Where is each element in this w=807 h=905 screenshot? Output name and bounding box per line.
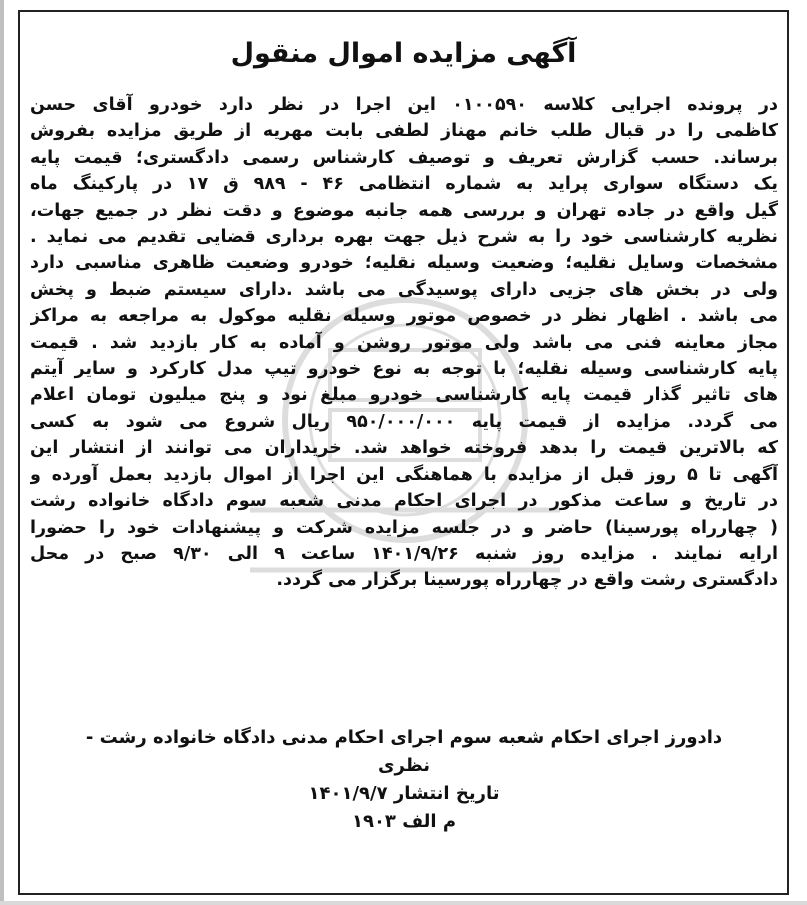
body-line: گیل واقع در جاده تهران و بررسی همه جانبه موضوع و دقت نظر در جمیع جهات، (30, 200, 778, 221)
body-line: می باشد . اظهار نظر در خصوص موتور وسیله نقلیه موکول به مراجعه به مراکز (30, 306, 778, 327)
body-line: یک دستگاه سواری پراید به شماره انتظامی ۴۶ - ۹۸۹ ق ۱۷ در پارکینگ ماه (30, 174, 778, 195)
body-line: مجاز معاینه فنی می باشد ولی موتور روشن و آماده به کار بازدید شد . قیمت (30, 332, 778, 353)
body-line: دادگستری رشت واقع در چهارراه پورسینا برگزار می گردد. (276, 570, 778, 591)
notice-footer (30, 724, 778, 836)
body-line: کاظمی را در قبال طلب خانم مهناز لطفی بابت مهریه از طریق مزایده بفروش (30, 121, 778, 142)
body-line: آگهی تا ۵ روز قبل از مزایده با هماهنگی این اجرا از اموال بازدید بعمل آورده و (30, 464, 778, 485)
body-line: برساند. حسب گزارش تعریف و توصیف کارشناس رسمی دادگستری؛ قیمت پایه (30, 147, 778, 168)
scan-left-edge (0, 0, 4, 905)
signature-name: نظری (378, 755, 430, 776)
body-line: ( چهارراه پورسینا) حاضر و در جلسه مزایده شرکت و پیشنهادات خود را حضورا (30, 517, 778, 538)
body-line: که بالاترین قیمت را بدهد فروخته خواهد شد. خریداران می توانند از انتشار این (30, 438, 778, 459)
notice-body (30, 92, 778, 594)
body-line: های تاثیر گذار قیمت پایه کارشناسی خودرو مبلغ نود و پنج میلیون تومان اعلام (30, 385, 778, 406)
body-line: در تاریخ و ساعت مذکور در اجرای احکام مدنی شعبه سوم دادگاه خانواده رشت (30, 491, 778, 512)
publish-date: تاریخ انتشار ۱۴۰۱/۹/۷ (308, 783, 500, 804)
body-line: مشخصات وسایل نقلیه؛ وضعیت وسیله نقلیه؛ خودرو وضعیت ظاهری مناسبی دارد (30, 253, 778, 274)
notice-title: آگهی مزایده اموال منقول (230, 38, 577, 69)
body-line: ولی در بخش های جزیی دارای پوسیدگی می باشد .دارای سیستم ضبط و پخش (30, 279, 778, 300)
body-line: ارایه نمایند . مزایده روز شنبه ۱۴۰۱/۹/۲۶ ساعت ۹ الی ۹/۳۰ صبح در محل (30, 543, 778, 564)
body-line: نظریه کارشناسی خود را به شرح ذیل جهت بهره برداری قضایی تقدیم می نماید . (30, 227, 778, 248)
reference-code: م الف ۱۹۰۳ (351, 811, 457, 832)
body-line: می گردد. مزایده از قیمت پایه ۹۵۰/۰۰۰/۰۰۰ ریال شروع می شود به کسی (30, 411, 778, 432)
body-line: پایه کارشناسی وسیله نقلیه؛ با توجه به نوع خودرو تیپ مدل کارکرد و سایر آیتم (30, 359, 778, 380)
signature-line: دادورز اجرای احکام شعبه سوم اجرای احکام مدنی دادگاه خانواده رشت - (85, 727, 723, 748)
body-line: در پرونده اجرایی کلاسه ۰۱۰۰۵۹۰ این اجرا در نظر دارد خودرو آقای حسن (30, 95, 778, 115)
scan-bottom-edge (0, 901, 807, 905)
